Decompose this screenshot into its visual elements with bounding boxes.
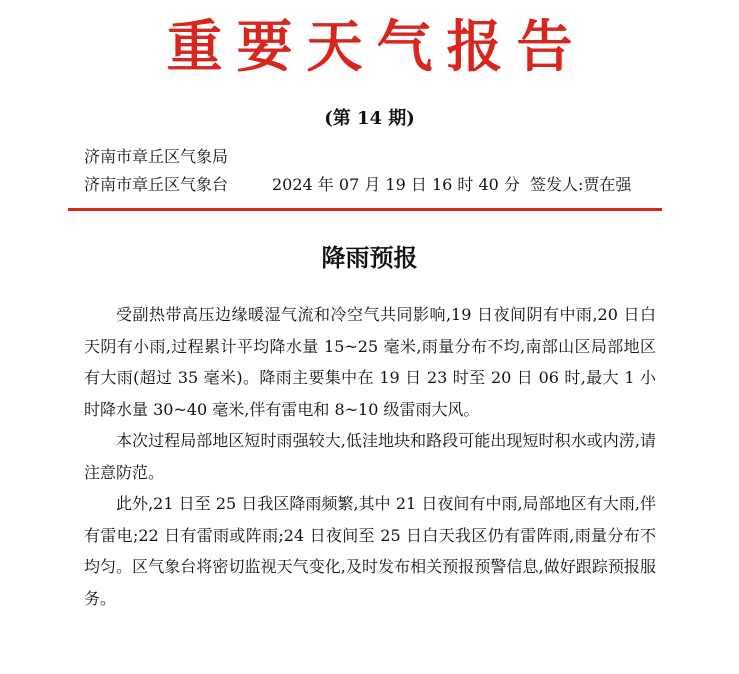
masthead-title: 重要天气报告 <box>166 14 587 80</box>
issuer-line <box>84 174 656 196</box>
document-title: 降雨预报 <box>321 243 418 272</box>
body-paragraph: 受副热带高压边缘暖湿气流和冷空气共同影响,19 日夜间阴有中雨,20 日白天阴有小雨,过程累计平均降水量 15~25 毫米,雨量分布不均,南部山区局部地区有大雨(超过 35 毫米)。降雨主要集中在 19 日 23 时至 20 日 06 时,最大 1 小时降水量 30~40 毫米,伴有雷电和 8~10 级雷雨大风。 <box>84 305 656 419</box>
issue-number: (第 14 期) <box>324 108 415 129</box>
issue-time: 2024 年 07 月 19 日 16 时 40 分 <box>272 175 520 194</box>
red-divider <box>68 208 662 211</box>
document-body <box>84 299 656 614</box>
body-paragraph: 本次过程局部地区短时雨强较大,低洼地块和路段可能出现短时积水或内涝,请注意防范。 <box>84 431 656 482</box>
issuer-bureau: 济南市章丘区气象局 <box>84 147 229 166</box>
issuer-station: 济南市章丘区气象台 <box>84 175 229 194</box>
signer: 签发人:贾在强 <box>530 175 632 194</box>
body-paragraph: 此外,21 日至 25 日我区降雨频繁,其中 21 日夜间有中雨,局部地区有大雨,伴有雷电;22 日有雷雨或阵雨;24 日夜间至 25 日白天我区仍有雷阵雨,雨量分布不均匀。区气象台将密切监视天气变化,及时发布相关预报预警信息,做好跟踪预报服务。 <box>84 494 656 608</box>
